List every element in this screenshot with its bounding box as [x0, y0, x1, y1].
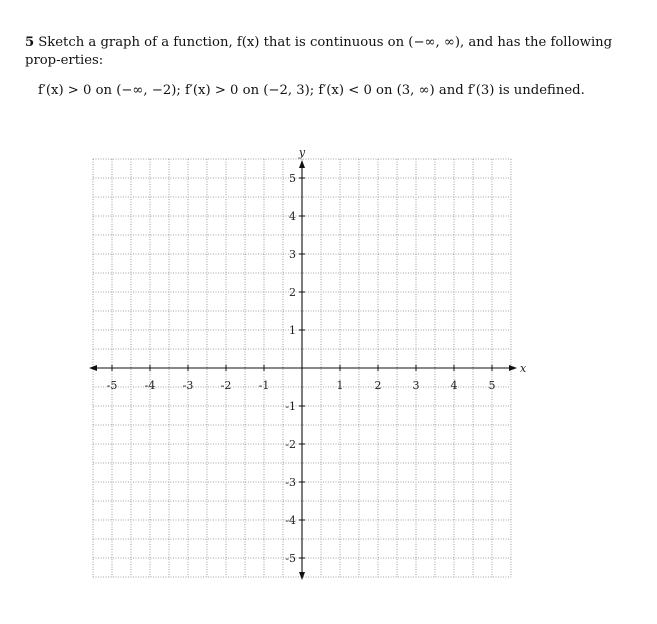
x-tick-label: -3: [182, 379, 194, 392]
y-tick-label: -1: [285, 400, 296, 413]
axes: [89, 160, 517, 580]
y-axis-arrow-down-icon: [299, 572, 305, 580]
y-tick-label: 2: [289, 286, 296, 299]
x-tick-label: -5: [106, 379, 118, 392]
y-tick-label: -3: [285, 476, 296, 489]
x-axis-arrow-left-icon: [89, 365, 97, 371]
derivative-properties: f′(x) > 0 on (−∞, −2); f′(x) > 0 on (−2, 3); f′(x) < 0 on (3, ∞) and f′(3) is undefined.: [38, 83, 585, 98]
x-tick-label: -1: [258, 379, 270, 392]
x-tick-label: 2: [374, 379, 382, 392]
x-tick-label: -4: [144, 379, 156, 392]
x-tick-label: 4: [450, 379, 458, 392]
x-tick-label: 5: [488, 379, 496, 392]
tick-labels: [107, 146, 527, 565]
y-axis-arrow-up-icon: [299, 160, 305, 168]
y-tick-label: 3: [289, 248, 296, 261]
x-tick-label: 3: [412, 379, 420, 392]
x-tick-label: 1: [336, 379, 344, 392]
y-tick-label: -4: [285, 514, 296, 527]
y-tick-label: -2: [285, 438, 296, 451]
y-tick-label: -5: [285, 552, 296, 565]
problem-text: Sketch a graph of a function, f(x) that is continuous on (−∞, ∞), and has the following prop-erties:: [25, 35, 613, 68]
x-axis-arrow-right-icon: [509, 365, 517, 371]
y-tick-label: 4: [289, 210, 296, 223]
y-tick-label: 1: [289, 324, 296, 337]
x-tick-label: -2: [220, 379, 232, 392]
x-axis-label: x: [520, 362, 527, 375]
y-tick-label: 5: [289, 172, 296, 185]
problem-number: 5: [25, 35, 35, 50]
y-axis-label: y: [298, 146, 306, 159]
